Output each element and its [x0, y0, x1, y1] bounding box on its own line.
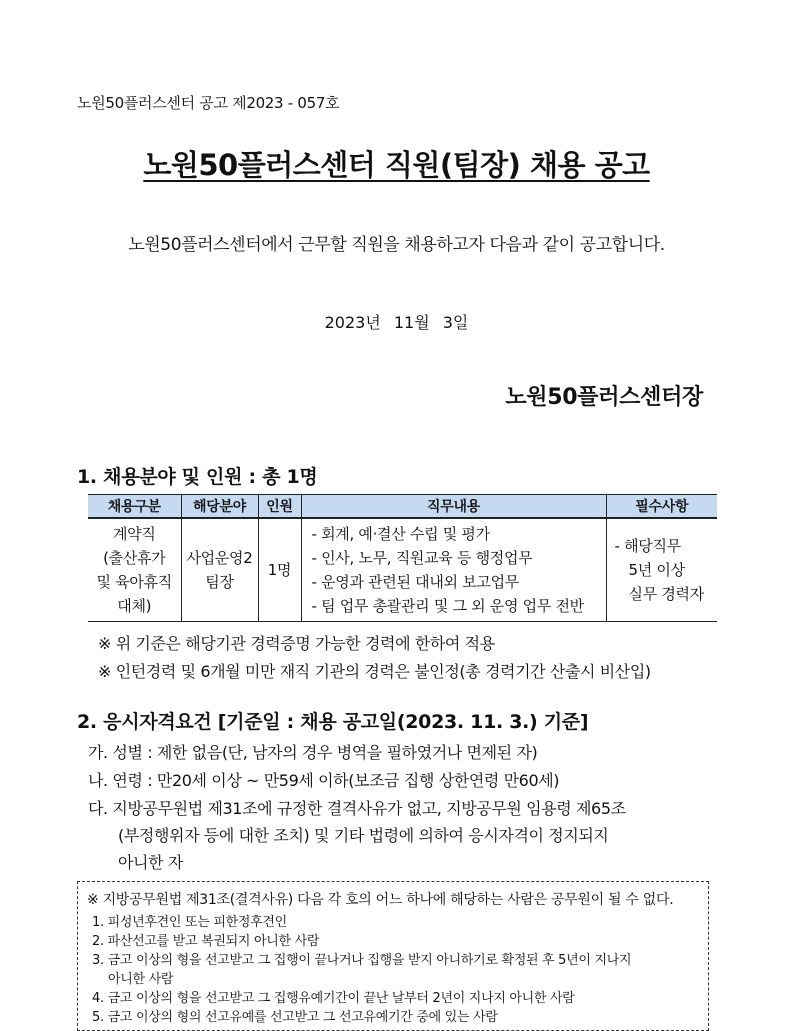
headcount-cell: 1명 [258, 518, 301, 622]
disqualification-notice-box [77, 881, 709, 1031]
document-number: 노원50플러스센터 공고 제2023 - 057호 [77, 94, 340, 112]
eligibility-item-gender: 가. 성별 : 제한 없음(단, 남자의 경우 병역을 필하였거나 면제된 자) [88, 743, 538, 762]
employment-type-cell [88, 518, 181, 622]
intro-text: 노원50플러스센터에서 근무할 직원을 채용하고자 다음과 같이 공고합니다. [128, 235, 665, 255]
cell-line: 팀장 [205, 573, 234, 591]
requirement-line: 실무 경력자 [628, 585, 704, 603]
cell-line: 대체) [117, 597, 152, 615]
column-header: 직무내용 [301, 495, 606, 519]
table-row [88, 518, 717, 622]
duty-item: - 인사, 노무, 직원교육 등 행정업무 [311, 549, 533, 567]
signer: 노원50플러스센터장 [505, 385, 703, 410]
announcement-date: 2023년 11월 3일 [324, 313, 469, 332]
cell-line: 계약직 [112, 525, 156, 543]
cell-line: (출산휴가 [103, 549, 166, 567]
duty-item: - 회계, 예·결산 수립 및 평가 [311, 525, 490, 543]
table-note: ※ 인턴경력 및 6개월 미만 재직 기관의 경력은 불인정(총 경력기간 산출시 비산입) [98, 662, 651, 681]
column-header: 채용구분 [88, 495, 181, 519]
page-title [0, 143, 793, 184]
section-1-heading: 1. 채용분야 및 인원 : 총 1명 [77, 466, 318, 488]
duty-item: - 팀 업무 총괄관리 및 그 외 운영 업무 전반 [311, 597, 584, 615]
requirements-cell [606, 518, 717, 622]
table-header-row [88, 495, 717, 519]
notice-item: 2. 파산선고를 받고 복권되지 아니한 사람 [92, 934, 320, 949]
title-text: 노원50플러스센터 직원(팀장) 채용 공고 [143, 148, 650, 182]
notice-item: 3. 금고 이상의 형을 선고받고 그 집행이 끝나거나 집행을 받지 아니하기로 확정된 후 5년이 지나지 [92, 953, 632, 968]
eligibility-item-continuation: 아니한 자 [118, 853, 183, 872]
requirement-line: - 해당직무 [614, 537, 681, 555]
duties-cell [301, 518, 606, 622]
duty-item: - 운영과 관련된 대내외 보고업무 [311, 573, 519, 591]
notice-heading: ※ 지방공무원법 제31조(결격사유) 다음 각 호의 어느 하나에 해당하는 사람은 공무원이 될 수 없다. [87, 892, 674, 908]
requirement-line: 5년 이상 [628, 561, 685, 579]
eligibility-item-disqualification: 다. 지방공무원법 제31조에 규정한 결격사유가 없고, 지방공무원 임용령 제65조 [88, 799, 626, 818]
notice-item-continuation: 아니한 사람 [108, 972, 174, 987]
column-header: 필수사항 [606, 495, 717, 519]
recruitment-table [88, 494, 717, 622]
eligibility-item-continuation: (부정행위자 등에 대한 조치) 및 기타 법령에 의하여 응시자격이 정지되지 [118, 826, 609, 845]
field-cell [181, 518, 258, 622]
notice-item: 4. 금고 이상의 형을 선고받고 그 집행유예기간이 끝난 날부터 2년이 지나지 아니한 사람 [92, 991, 575, 1006]
cell-line: 및 육아휴직 [96, 573, 172, 591]
cell-line: 사업운영2 [186, 549, 253, 567]
section-2-heading: 2. 응시자격요건 [기준일 : 채용 공고일(2023. 11. 3.) 기준] [77, 711, 589, 733]
table-note: ※ 위 기준은 해당기관 경력증명 가능한 경력에 한하여 적용 [98, 634, 495, 653]
column-header: 해당분야 [181, 495, 258, 519]
notice-item: 5. 금고 이상의 형의 선고유예를 선고받고 그 선고유예기간 중에 있는 사람 [92, 1010, 498, 1025]
eligibility-item-age: 나. 연령 : 만20세 이상 ~ 만59세 이하(보조금 집행 상한연령 만60세) [88, 771, 560, 790]
notice-item: 1. 피성년후견인 또는 피한정후견인 [92, 915, 287, 930]
column-header: 인원 [258, 495, 301, 519]
